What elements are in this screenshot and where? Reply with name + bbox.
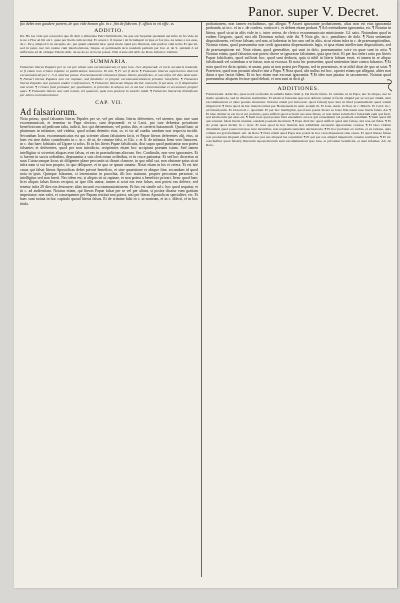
running-title: Panor. super V. Decret. [248, 4, 379, 19]
additiones-text: Falsariorum. Adde his, quae notat Gofredus in summa huius tituli §. De literis falsis. Ut omnino ut in Papa, nec in aliquo, nec in multo quomodo, sed in diversis nominibus. Et etiam si falsarius ipse non deferat, tamen si faciat aliquid per se vel per alium, sunt excommunicati et alias poenas incurrunt. Notatur etiam per Innocent. quod falsarij ipso iure in illud poenitentiam quod solum impetravit. ¶ Nota quod de hac materia latius per Hostiensem in sum. eodem tit. Et Ioan. Andr. in Nou. in c. Dilecti. Et Card. in c. ad falsariorum. Et id nota in c. quoniam. Et per hoc intelligitur, quod non potest dicere se bona fide usum esse literis falsis. Ab. ¶ Et ideo dicitur ut est ita si est probatio, quia sufficit quod sciverit eas esse falsas, et non debet solum dici falsarium eum qui fecit, sed etiam eum qui usus est. ¶ Item nota quod poena falsi extenditur ad eos qui consentiunt vel praebent auxilium. ¶ Item quod illi qui scienter falsis literis utuntur, eandem poenam incurrunt. ¶ Papa dicit hic quod sufficit quod sint falsae, ubi non est fides. ¶ Et sic patet quod dicitur in c. licet. Et nota quod in hac materia non admittitur excusatio ignorantiae crassae. ¶ Et ideo videtur dicendum quod poena ista ipso iure incurritur, non requisita sententia declaratoria. ¶ Et hoc probatur ex verbis, et ex ratione, quia crimen est gravissimum. Ab. de Rota. ¶ Nota etiam quod Papa non potest in hoc casu dispensare sine causa. Et quod literae falsae non producunt aliquem effectum, nec per eas aliquod ius acquiritur. ¶ Et qui per eas aliquid impetravit, tenetur restituere. ¶ Et sic concluditur quod falsarij literarum Apostolicarum sunt excommunicati ipso iure, et privantur beneficiis, et sunt infames. Ab. de Rota. [206, 92, 391, 147]
document-page [14, 0, 397, 588]
additio-text: Ibi. Bx loe vide qui concordat que ift dicit a elibertate Petri Sublidicam. Ite que ant Sequitur quantum aut infra in fra vide an is ne a Hos ad liti ais l. quae per litem cum noviter Et cetera l. fi tiquae t sit lictumquit ut ipsa et foz pia, na tenus a res esse, de c. ibi q aliquod d. in exceptio Ac. per quem oderumt iure, quod modo apud pro libertate, nisi pudi ut cum tertio Et que sit, sed in petet, nec lex ssatne cum interlocutione, Itaque. et petitionem sicu nondum petitum per hot. et de S. quidem d ad sufficiens ad ab oblique Valeris Abb. de ne de eo ut locus potest. Nisi d ante alii Abb. de Rota. Inferior. tristitur. [20, 34, 198, 54]
summaria-text: Falsantes literas Papales per se vel per alium sunt excommunicati, et ipso iure, cler. deponendi, et curie secularis tradendi, et fi etiam non crimen infamie et publicatione bonorum. Ill tab. ¶ Fi vel fi dicin ¶ Falsantes litteras superiorum diversis excommunicati per c. 3 et alterias penas. Excommunicati retinentes falsas literas pontificias, si non infra 20 dies destruunt. ¶ Falsari literas Papales non est rapinae, sed falsitatis: et propter excommunicationem privatur beneficiis. ¶ Falsantes literas Papales non possunt audire Confessiones. ¶ Falsarius literarum Papae dicitur nonnulli, fi pecunia, et fi dispensatio non tenet. ¶ Crimen falsi probatur per qualitatem, si prioritas in aliquo est, et ad hoc circumstantiae et occasiones propter quas. ¶ Falsantes literas non sunt notati, vel quamvis, quia non possunt in sanctis reddi. ¶ Falsarius literarum Pontificum per alium excommunicatur. [20, 65, 198, 97]
summaria-heading: SUMMARIA. [90, 59, 128, 66]
chapter-incipit: Ad falsariorum. [20, 106, 77, 117]
additiones-heading: ADDITIONES. [277, 86, 320, 92]
right-opening-text: probationem, non tamen excludimus, qui allegat. ¶ Assert ignorantie probationem, alias non est eius ignorantia probanda, ut in c. et in c. de confess. contra et i. et debent etiam probari. ¶ Ad certitudinem ignorantia, etc. ¶ Notatur in littera, quod sicut in aliis vide in c. inter cetera, de clerico excommunicato ministrante. Gl. satis. Notandum quod in eodem Gregorio, quod, nisi alii Dominus noluit, vide ibi. ¶ Nota glo. in c. penultimo de dolo. ¶ Nota sententiae dispositionem, vel esse falsum, sed non, ut habeatur in hoc uno sed in aliis, sicut etiam infra in c. de praesumptionibus. Notatur etiam, quod praesumitur non credi ignorantia dispensationis legis, et ipsa etiam intellectum dispositionis, sed de praesumptione est. Nota etiam, quod generaliter, qui sunt in dolo, praesumuntur scire ea quae sunt in actu. ¶ Notatur etiam, quod falsarius non potest dicere se ignorasse falsitatem, quia ipse fecit. Et per hoc infert ratio pro literis Papae falsificatis, quod sufficiat hoc, quod sunt deducta, quia si nihil in literis falsum esset, et tamen in re aliquo falsificandi vel sciendum a se fuisse, non ut excusat. Et nota hic praesertim, quod sententiae latae contra falsarios. ¶ Et nota quod est dicta opinio, et unam, puta ut non potest per Papam, sed in praemissis, et ut nihil dicat de quo ut sciat. ¶ Praeterea, quod non possunt absolvi nisi a Papa. ¶ Nota quod, ubi nullus est hoc, oportet etiam qui allegant, aliter non datur a quo faciat fidem. Et in hoc etiam non excusat ignorantia. ¶ Et ideo non putatur in sacramento. Notatur quod praesumitur aliquem fecisse quod debuit, et non sunt ut dicit gl. [206, 22, 391, 82]
column-divider [201, 22, 202, 577]
chapter-text: Nota primo, quod falsantes literas Papales per se, vel per alium, literas deferentes, vel utentes, ipso iure sunt excommunicati, et tenentur in Papa clericus, sunt deponendi: et si Laici, pro iure debentur privatione beneficiorum ad pedicum talia, iudicii, hoc qui detinentium, vel potius ibis, et caeteris huiusmodi. Quoad hanc ut plurimum in infamiae, sed videtur, quod solum detentio eius, ss; et sic ad coadiu vandum non respectu incidit. Secundum Ioan. excommunicatus est qui scienter alium falsitatem facit, et Papae literas deferentes alij, eius, ut haec est sine dubio consideratio in c. in c. de ut, de crimine falsi, et Glo. c. et ff. de infamia. Item vero Innocent. in c. duo haec falsitatis ad Ugone si solus. Et in his literis Papae falsificatis, dixi supra quod punituntur non potest falsantes et deferentes, quod per non interdicta, recipientes etiam hoc accipiunt poenam istam. Sed tamen intelligitur si sciverint aliquas esse falsas, et eas in praeiudicium aliorum. Sec. Cardinalis, non vero ignorantes. Et si fuerint in sacris ordinibus, deponantur a suis clericorum ordinibus, et in cruce patiuntur. Et sed hoc diceretur ut suus Cuiuscumque locus sit diligenter plane peccantis ut dicunt clamore, in quo nihil sui, non obstante prius sicut infra nam si sui non proprio, in quo deliquere, et in quo se ipsum sanatur. Notat etiam in his et cetera. Et est iste casus qui falsat literas Apostolicas debet privari beneficio, et sine quaestione et absque fine, secundum id quod nota in ipsis. Quinque falsarum, si inveniantur in parochia, illi hoc statuunt, propter peccatum personae, si intelligitur sed non fuerit. Nec idem est, si aliquis sit ut rapinae, et non potest a beneficio privari. Item: quod haec licet aliquis falsas literas recipiat, ut ipse illis utatur, tamen si sciat eas esse falsas, non potest eas deferre, sed tenetur infra 20 dies eas destruere; alias incurrit excommunicationem. Et hoc est simile ad c. hoc quod sequitur, et in c. ad audientiam. Notatur etiam, qui literas Papae falsat per se vel per alium, si postea dicatur eum gratiam impetrasse, non valet, et consequenter per Papam restitui non potest, nisi per literas Apostolicas specialiter, etc. Et haec sunt notata in hoc capitulo quoad literas falsas. Et de crimine falsi in c. ut nostrum, et in c. dilecti, et in hoc titulo. [20, 116, 198, 206]
additio-heading: ADDITIO. [94, 28, 124, 35]
chapter-heading: CAP. VII. [95, 99, 123, 106]
handwritten-margin-note [385, 78, 395, 94]
section-divider [20, 56, 198, 57]
section-divider-right [206, 83, 391, 84]
left-column [20, 22, 198, 584]
page-header [14, 2, 397, 20]
left-opening-text: fuo debet non gaudere patrem, de quo vide bonum glo. in c. ftin de fidecom. §. officis in vit offic. ss [20, 22, 174, 26]
right-column [206, 22, 391, 584]
